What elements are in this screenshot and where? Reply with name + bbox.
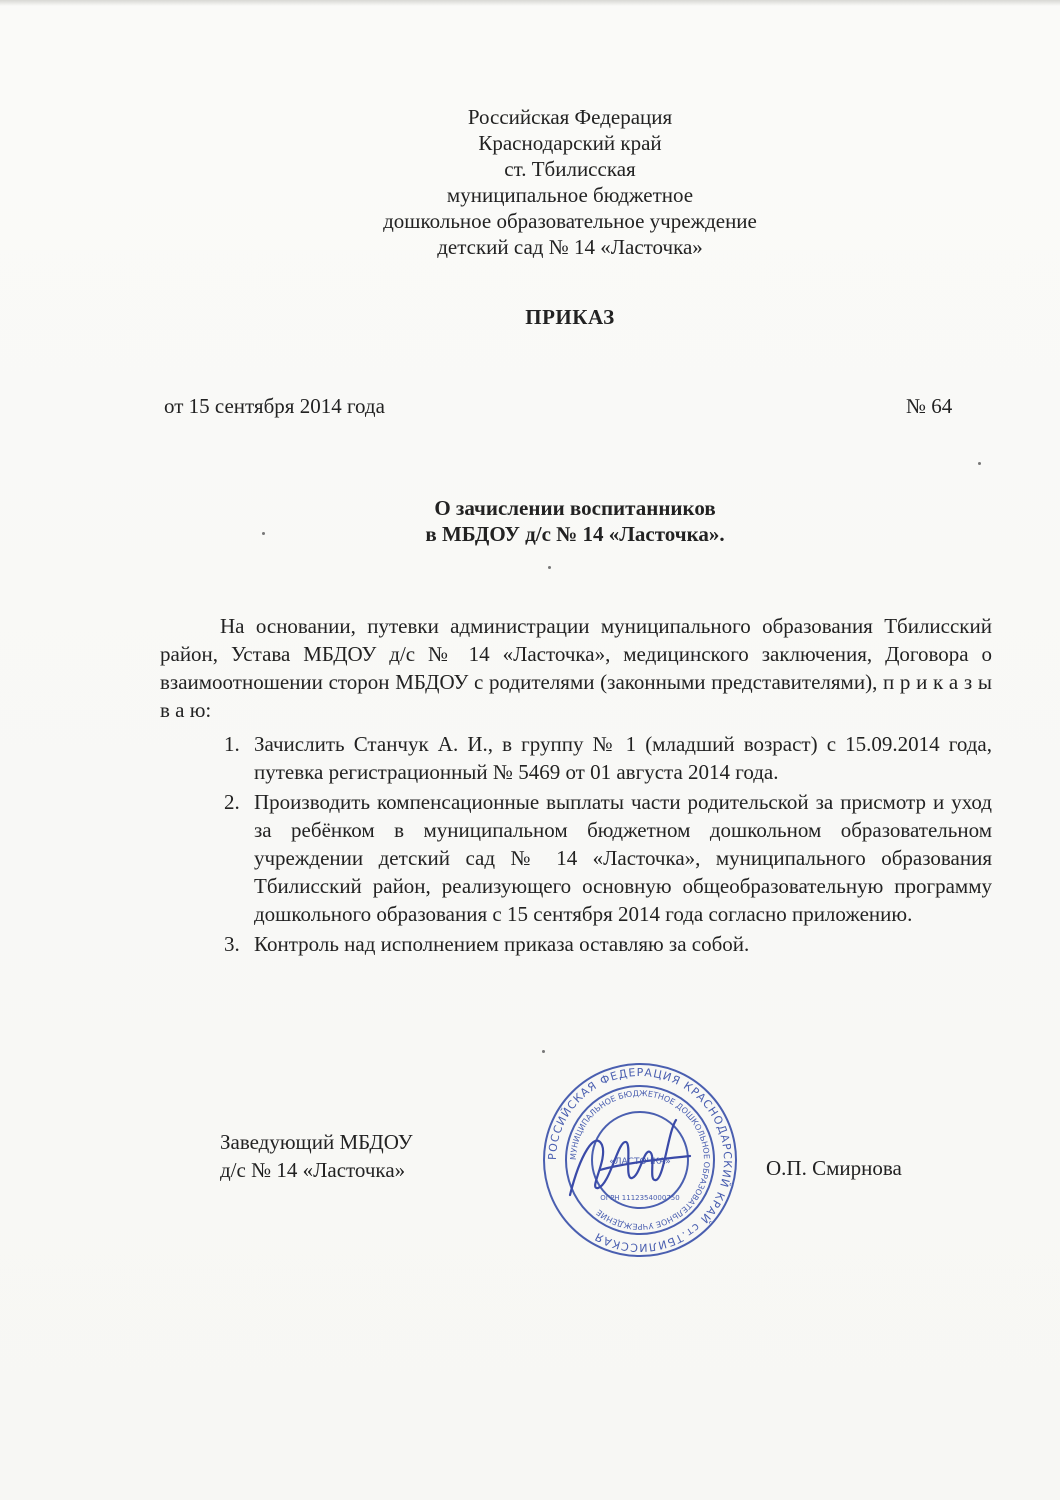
header-line-org-kind: дошкольное образовательное учреждение: [383, 209, 757, 233]
order-number: № 64: [906, 394, 953, 418]
scan-speck: [548, 566, 551, 569]
signatory-name: О.П. Смирнова: [766, 1156, 902, 1180]
stamp-outer-text: РОССИЙСКАЯ ФЕДЕРАЦИЯ КРАСНОДАРСКИЙ КРАЙ ст.ТБИЛИССКАЯ: [545, 1065, 735, 1255]
position-line-1: Заведующий МБДОУ: [220, 1130, 413, 1154]
stamp-ogrn-text: ОГРН 1112354000750: [600, 1194, 680, 1202]
position-line-2: д/с № 14 «Ласточка»: [220, 1158, 406, 1182]
header-line-org-name: детский сад № 14 «Ласточка»: [437, 235, 703, 259]
order-item-text: Производить компенсационные выплаты части родительской за присмотр и уход за ребёнком в муниципальном бюджетном дошкольном образовательном учреждении детский сад № 14 «Ласточка», муниципального образования Тбилисский район, реализующего основную общеобразовательную программу дошкольного образования с 15 сентября 2014 года согласно приложению.: [254, 790, 992, 926]
official-stamp-icon: [540, 1060, 740, 1260]
order-date: от 15 сентября 2014 года: [164, 394, 385, 418]
order-item: [224, 730, 992, 786]
header-line-region: Краснодарский край: [478, 131, 662, 155]
document-header: [0, 104, 1060, 260]
header-line-country: Российская Федерация: [467, 105, 673, 129]
order-item-text: Контроль над исполнением приказа оставляю за собой.: [254, 932, 750, 956]
stamp-inner-text: МУНИЦИПАЛЬНОЕ БЮДЖЕТНОЕ ДОШКОЛЬНОЕ ОБРАЗОВАТЕЛЬНОЕ УЧРЕЖДЕНИЕ: [568, 1088, 712, 1232]
order-item-number: 1.: [224, 732, 240, 756]
subject-line-2: в МБДОУ д/с № 14 «Ласточка».: [425, 522, 725, 546]
order-item-number: 2.: [224, 790, 240, 814]
preamble-paragraph: На основании, путевки администрации муниципального образования Тбилисский район, Устава МБДОУ д/с № 14 «Ласточка», медицинского заключения, Договора о взаимоотношении сторон МБДОУ с родителями (законными представителями), п р и к а з ы в а ю:: [160, 614, 992, 722]
order-item: [224, 930, 992, 958]
header-line-village: ст. Тбилисская: [504, 157, 636, 181]
scan-speck: [978, 462, 981, 465]
signatory-position: [220, 1128, 413, 1184]
order-item: [224, 788, 992, 928]
order-subject: [0, 495, 1060, 547]
subject-line-1: О зачислении воспитанников: [434, 496, 716, 520]
order-item-number: 3.: [224, 932, 240, 956]
header-line-org-type: муниципальное бюджетное: [446, 183, 694, 207]
stamp-center-text: «ЛАСТОЧКА»: [609, 1157, 671, 1167]
order-item-text: Зачислить Станчук А. И., в группу № 1 (младший возраст) с 15.09.2014 года, путевка регистрационный № 5469 от 01 августа 2014 года.: [254, 732, 992, 784]
order-items-list: [224, 730, 992, 960]
scan-speck: [542, 1050, 545, 1053]
order-title: ПРИКАЗ: [525, 305, 615, 329]
scan-speck: [262, 532, 265, 535]
scan-edge: [0, 0, 1060, 6]
